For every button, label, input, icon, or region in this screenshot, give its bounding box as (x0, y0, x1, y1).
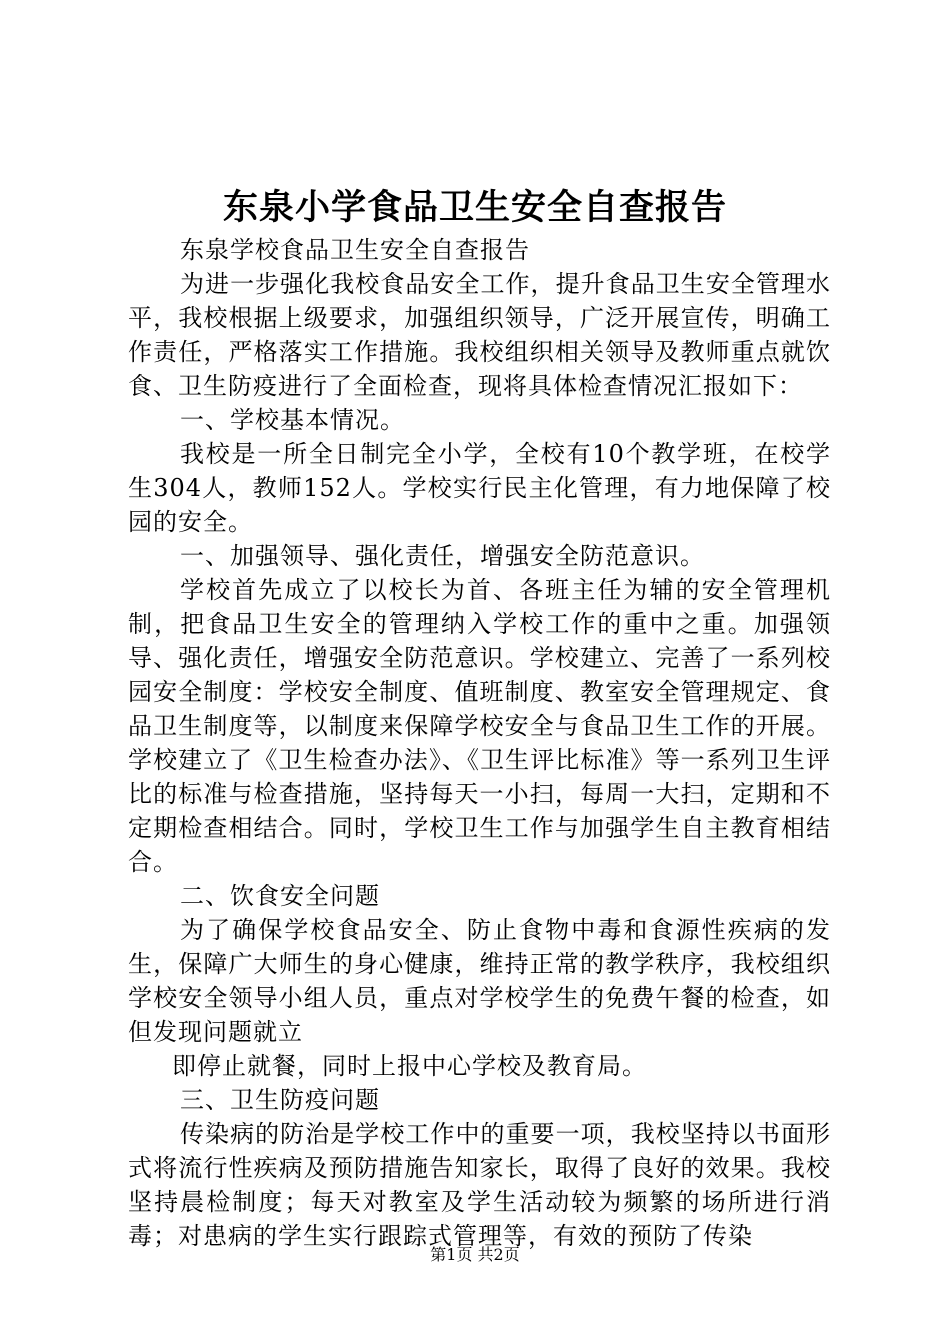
heading-epidemic-prevention: 三、卫生防疫问题 (180, 1086, 380, 1114)
paragraph-basic-info: 我校是一所全日制完全小学，全校有10个教学班，在校学生304人，教师152人。学校实行民主化管理，有力地保障了校园的安全。 (128, 440, 831, 536)
page-title: 东泉小学食品卫生安全自查报告 (222, 187, 727, 228)
document-body (128, 233, 831, 1253)
heading-food-safety: 二、饮食安全问题 (180, 882, 380, 910)
paragraph-food-safety-cont: 即停止就餐，同时上报中心学校及教育局。 (172, 1052, 647, 1080)
paragraph-subtitle: 东泉学校食品卫生安全自查报告 (180, 236, 530, 264)
heading-leadership: 一、加强领导、强化责任，增强安全防范意识。 (180, 542, 705, 570)
paragraph-epidemic-prevention: 传染病的防治是学校工作中的重要一项，我校坚持以书面形式将流行性疾病及预防措施告知家长，取得了良好的效果。我校坚持晨检制度；每天对教室及学生活动较为频繁的场所进行消毒；对患病的学生实行跟踪式管理等，有效的预防了传染 (128, 1120, 831, 1250)
paragraph-intro: 为进一步强化我校食品安全工作，提升食品卫生安全管理水平，我校根据上级要求，加强组织领导，广泛开展宣传，明确工作责任，严格落实工作措施。我校组织相关领导及教师重点就饮食、卫生防疫进行了全面检查，现将具体检查情况汇报如下： (128, 270, 831, 400)
heading-basic-info: 一、学校基本情况。 (180, 406, 405, 434)
paragraph-food-safety: 为了确保学校食品安全、防止食物中毒和食源性疾病的发生，保障广大师生的身心健康，维持正常的教学秩序，我校组织学校安全领导小组人员，重点对学校学生的免费午餐的检查，如但发现问题就立 (128, 916, 831, 1046)
paragraph-leadership: 学校首先成立了以校长为首、各班主任为辅的安全管理机制，把食品卫生安全的管理纳入学校工作的重中之重。加强领导、强化责任，增强安全防范意识。学校建立、完善了一系列校园安全制度：学校安全制度、值班制度、教室安全管理规定、食品卫生制度等，以制度来保障学校安全与食品卫生工作的开展。学校建立了《卫生检查办法》、《卫生评比标准》等一系列卫生评比的标准与检查措施，坚持每天一小扫，每周一大扫，定期和不定期检查相结合。同时，学校卫生工作与加强学生自主教育相结合。 (128, 576, 831, 876)
page-footer: 第1页 共2页 (430, 1245, 520, 1264)
